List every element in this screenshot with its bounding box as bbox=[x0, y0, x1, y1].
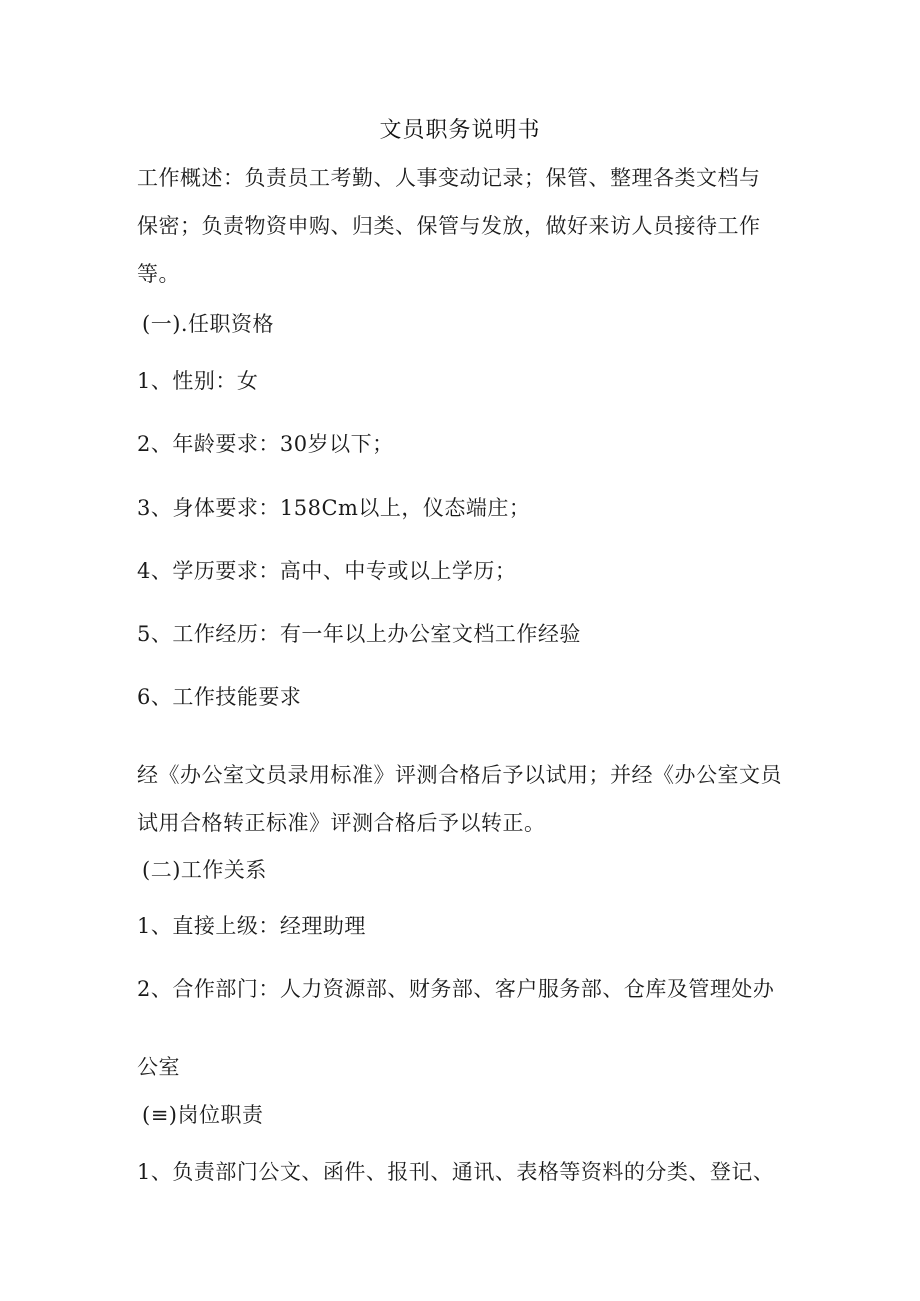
document-title: 文员职务说明书 bbox=[379, 118, 541, 143]
relation-item-continuation: 公室 bbox=[137, 1055, 180, 1079]
section-heading-responsibilities: (≡)岗位职责 bbox=[142, 1103, 264, 1127]
overview-line-3: 等。 bbox=[137, 262, 180, 286]
overview-line-1: 工作概述：负责员工考勤、人事变动记录；保管、整理各类文档与 bbox=[137, 166, 761, 190]
section-heading-work-relations: (二)工作关系 bbox=[142, 858, 267, 882]
qualification-item: 2、年龄要求：30岁以下； bbox=[137, 432, 394, 456]
qualification-item: 6、工作技能要求 bbox=[137, 685, 302, 709]
note-line-1: 经《办公室文员录用标准》评测合格后予以试用；并经《办公室文员 bbox=[137, 763, 782, 787]
qualification-item: 5、工作经历：有一年以上办公室文档工作经验 bbox=[137, 622, 581, 646]
relation-item: 2、合作部门：人力资源部、财务部、客户服务部、仓库及管理处办 bbox=[137, 977, 775, 1001]
qualification-item: 1、性别：女 bbox=[137, 369, 259, 393]
responsibility-item: 1、负责部门公文、函件、报刊、通讯、表格等资料的分类、登记、 bbox=[137, 1160, 775, 1184]
relation-item: 1、直接上级：经理助理 bbox=[137, 914, 366, 938]
note-line-2: 试用合格转正标准》评测合格后予以转正。 bbox=[137, 811, 546, 835]
qualification-item: 4、学历要求：高中、中专或以上学历； bbox=[137, 559, 517, 583]
overview-line-2: 保密；负责物资申购、归类、保管与发放，做好来访人员接待工作 bbox=[137, 214, 761, 238]
section-heading-qualifications: (一).任职资格 bbox=[142, 312, 275, 336]
qualification-item: 3、身体要求：158Cm以上，仪态端庄； bbox=[137, 496, 531, 520]
